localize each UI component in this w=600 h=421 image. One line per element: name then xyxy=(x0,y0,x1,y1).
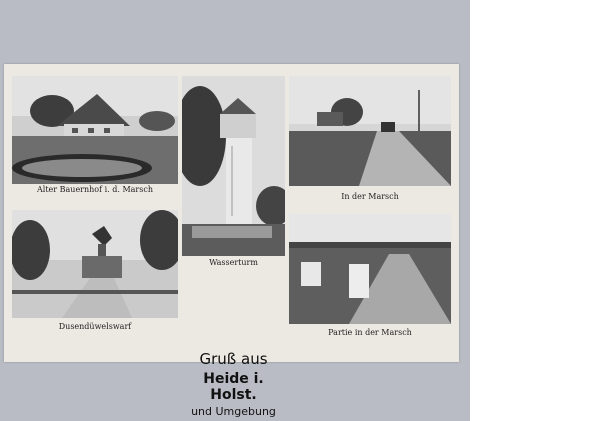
caption-dusenduewelswarf: Dusendüwelswarf xyxy=(58,322,132,331)
subtitle-text: und Umgebung xyxy=(191,405,276,418)
photo-marsh-partie xyxy=(289,214,451,324)
photo-farmhouse xyxy=(12,76,178,184)
photo-marsh-road xyxy=(289,76,451,186)
postcard xyxy=(4,64,459,418)
postcard-title-block xyxy=(182,336,285,418)
caption-farmhouse: Alter Bauernhof i. d. Marsch xyxy=(36,185,153,194)
photo-water-tower xyxy=(182,76,285,256)
photo-dusenduewelswarf xyxy=(12,210,178,318)
caption-marsh-road: In der Marsch xyxy=(341,192,399,201)
caption-marsh-partie: Partie in der Marsch xyxy=(328,328,412,337)
greeting-text: Gruß aus xyxy=(199,350,268,368)
city-title: Heide i. Holst. xyxy=(203,371,264,403)
caption-water-tower: Wasserturm xyxy=(209,258,258,267)
